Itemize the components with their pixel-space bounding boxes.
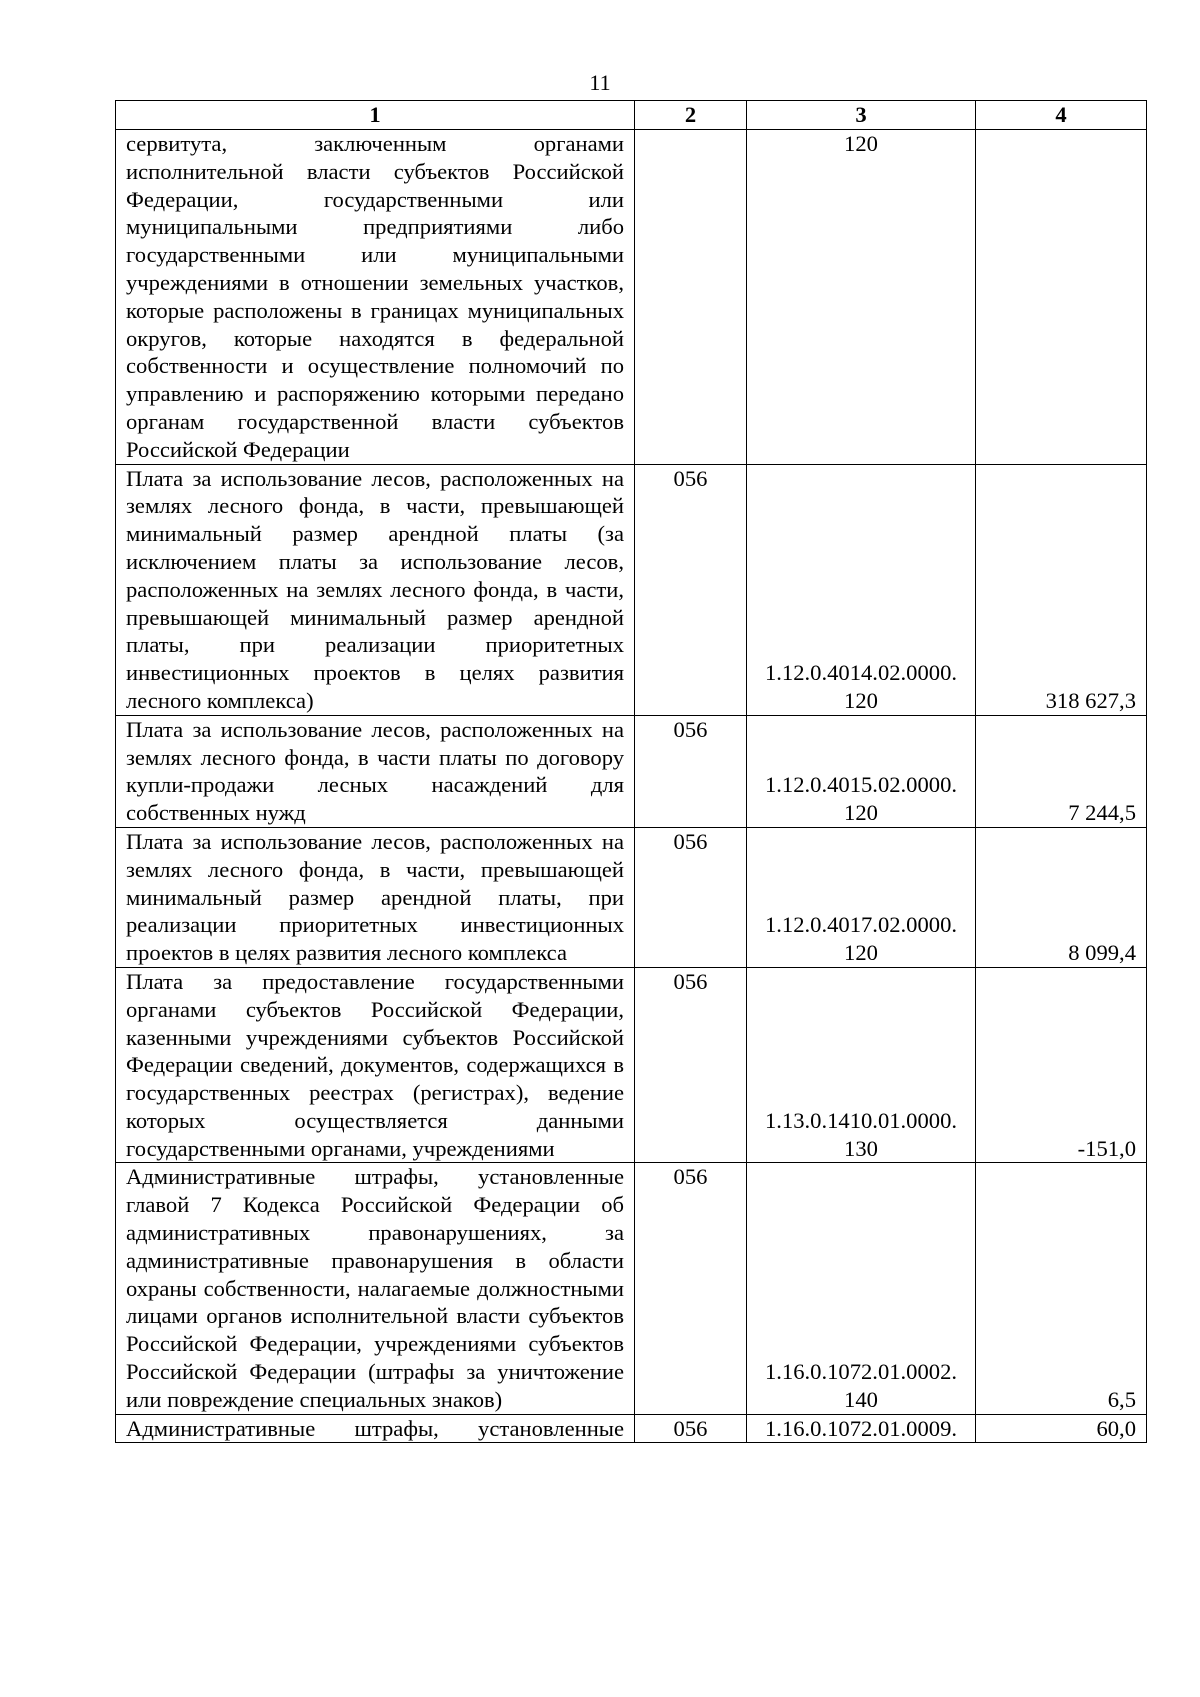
- classification-code: [747, 967, 976, 1163]
- header-row: [116, 101, 1147, 130]
- amount: [976, 130, 1147, 465]
- code-part-a: 1.12.0.4015.02.0000.: [764, 772, 958, 798]
- admin-code: 056: [635, 967, 747, 1163]
- amount: 6,5: [976, 1163, 1147, 1414]
- classification-code: [747, 1163, 976, 1414]
- code-part-b: 120: [844, 800, 878, 826]
- amount: 8 099,4: [976, 827, 1147, 967]
- classification-code: [747, 130, 976, 465]
- amount: -151,0: [976, 967, 1147, 1163]
- budget-table: [115, 100, 1147, 1443]
- column-header-3: 3: [747, 101, 976, 130]
- code-part-b: 120: [844, 940, 878, 966]
- column-header-1: 1: [116, 101, 635, 130]
- code-part-a: 1.12.0.4014.02.0000.: [764, 660, 958, 686]
- income-name: Плата за использование лесов, расположенных на землях лесного фонда, в части, превышающей минимальный размер арендной платы, при реализации приоритетных инвестиционных проектов в целях развития лесного комплекса: [116, 827, 635, 967]
- code-part-a: 1.13.0.1410.01.0000.: [764, 1107, 958, 1133]
- admin-code: [635, 130, 747, 465]
- classification-code: [747, 827, 976, 967]
- table-row: [116, 130, 1147, 465]
- admin-code: 056: [635, 464, 747, 715]
- column-header-2: 2: [635, 101, 747, 130]
- classification-code: [747, 715, 976, 827]
- income-name: сервитута, заключенным органами исполнительной власти субъектов Российской Федерации, государственными или муниципальными предприятиями либо государственными или муниципальными учреждениями в отношении земельных участков, которые расположены в границах муниципальных округов, которые находятся в федеральной собственности и осуществление полномочий по управлению и распоряжению которыми передано органам государственной власти субъектов Российской Федерации: [116, 130, 635, 465]
- income-name: Плата за предоставление государственными органами субъектов Российской Федерации, казенными учреждениями субъектов Российской Федерации сведений, документов, содержащихся в государственных реестрах (регистрах), ведение которых осуществляется данными государственными органами, учреждениями: [116, 967, 635, 1163]
- admin-code: 056: [635, 827, 747, 967]
- income-name: Административные штрафы, установленные: [116, 1414, 635, 1443]
- table-row: [116, 967, 1147, 1163]
- income-name: Плата за использование лесов, расположенных на землях лесного фонда, в части платы по договору купли-продажи лесных насаждений для собственных нужд: [116, 715, 635, 827]
- table-row: [116, 827, 1147, 967]
- page-number: 11: [589, 70, 611, 95]
- table-row: [116, 1163, 1147, 1414]
- classification-code: [747, 464, 976, 715]
- code-part-b: 130: [844, 1135, 878, 1161]
- code-part-b: 120: [844, 687, 878, 713]
- table-row: [116, 1414, 1147, 1443]
- classification-code: [747, 1414, 976, 1443]
- admin-code: 056: [635, 1163, 747, 1414]
- amount: 60,0: [976, 1414, 1147, 1443]
- table-row: [116, 715, 1147, 827]
- code-part-a: 1.16.0.1072.01.0002.: [764, 1359, 958, 1385]
- column-header-4: 4: [976, 101, 1147, 130]
- amount: 318 627,3: [976, 464, 1147, 715]
- amount: 7 244,5: [976, 715, 1147, 827]
- code-part-a: 1.12.0.4017.02.0000.: [764, 912, 958, 938]
- income-name: Административные штрафы, установленные главой 7 Кодекса Российской Федерации об административных правонарушениях, за административные правонарушения в области охраны собственности, налагаемые должностными лицами органов исполнительной власти субъектов Российской Федерации, учреждениями субъектов Российской Федерации (штрафы за уничтожение или повреждение специальных знаков): [116, 1163, 635, 1414]
- code-part-b: 140: [844, 1386, 878, 1412]
- income-name: Плата за использование лесов, расположенных на землях лесного фонда, в части, превышающей минимальный размер арендной платы (за исключением платы за использование лесов, расположенных на землях лесного фонда, в части, превышающей минимальный размер арендной платы, при реализации приоритетных инвестиционных проектов в целях развития лесного комплекса): [116, 464, 635, 715]
- table-row: [116, 464, 1147, 715]
- admin-code: 056: [635, 715, 747, 827]
- code-part-a: 1.16.0.1072.01.0009.: [764, 1415, 958, 1441]
- code-part-b: 120: [844, 131, 878, 156]
- admin-code: 056: [635, 1414, 747, 1443]
